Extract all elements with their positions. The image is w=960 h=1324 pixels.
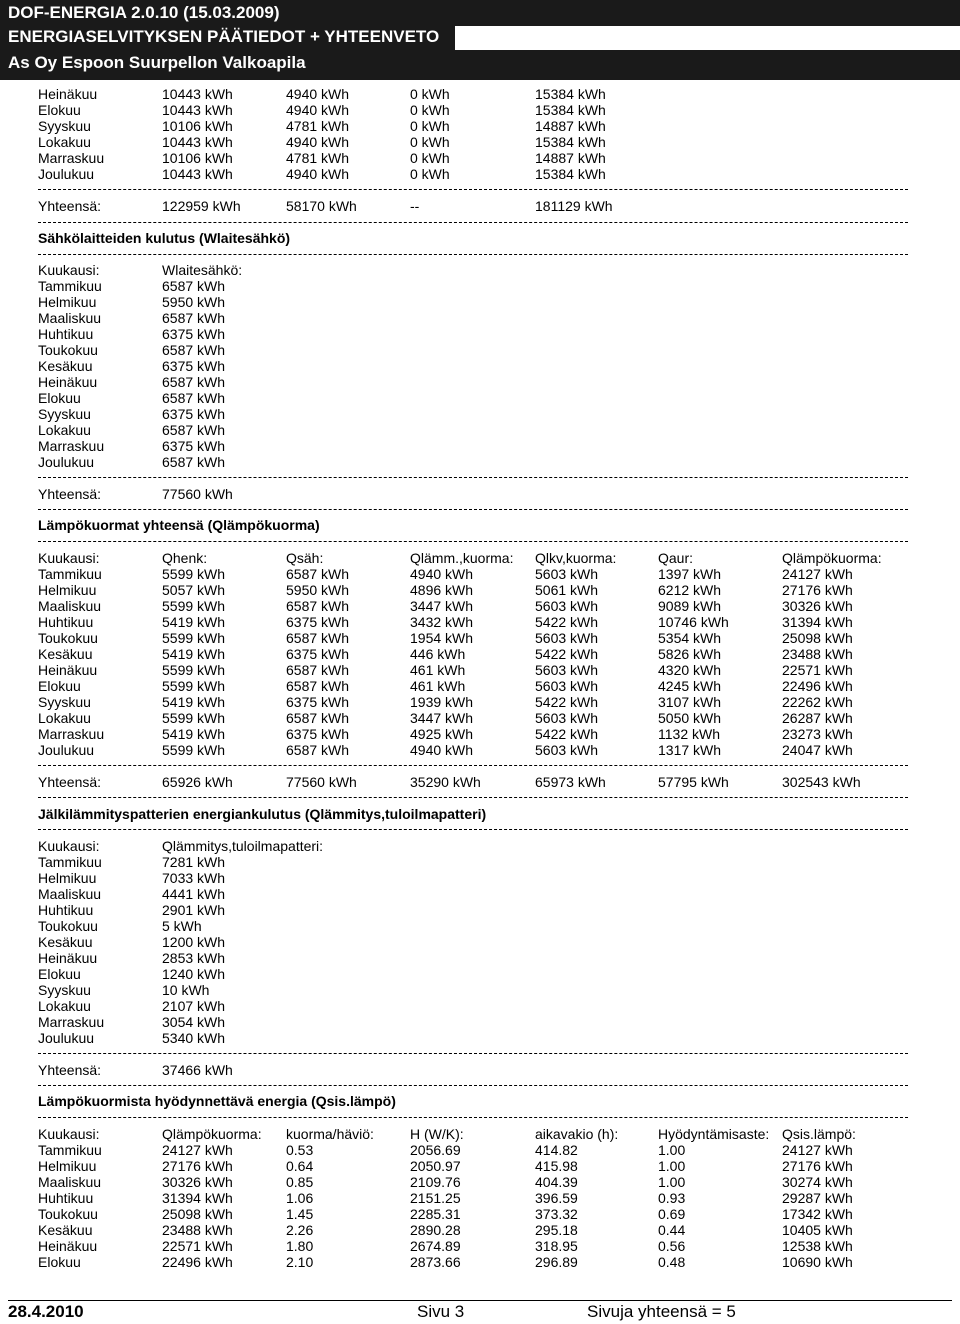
table-cell: 58170 kWh [286,198,357,214]
table-cell: 23488 kWh [782,646,853,662]
table-cell: Maaliskuu [38,310,102,326]
table-cell: 5950 kWh [286,582,350,598]
table-cell: 2056.69 [410,1142,461,1158]
section-title: Lämpökuormat yhteensä (Qlämpökuorma) [38,517,320,533]
table-cell: Syyskuu [38,694,91,710]
table-cell: 122959 kWh [162,198,241,214]
table-cell: aikavakio (h): [535,1126,619,1142]
table-cell: 6587 kWh [286,630,350,646]
table-cell: 10 kWh [162,982,210,998]
table-cell: 15384 kWh [535,102,606,118]
table-cell: Yhteensä: [38,198,102,214]
table-cell: 0 kWh [410,150,450,166]
table-cell: Qlämm.,kuorma: [410,550,514,566]
table-cell: 10690 kWh [782,1254,853,1270]
table-cell: 5603 kWh [535,678,599,694]
table-cell: Qlkv,kuorma: [535,550,617,566]
table-cell: 6587 kWh [286,598,350,614]
table-cell: Elokuu [38,678,81,694]
table-cell: Huhtikuu [38,614,94,630]
table-cell: Helmikuu [38,1158,97,1174]
table-cell: 2674.89 [410,1238,461,1254]
table-cell: 57795 kWh [658,774,729,790]
table-cell: 22262 kWh [782,694,853,710]
table-cell: 0.53 [286,1142,314,1158]
table-cell: 30274 kWh [782,1174,853,1190]
dashed-divider [38,829,908,830]
table-cell: 15384 kWh [535,166,606,182]
table-cell: Qlämpökuorma: [782,550,882,566]
table-cell: 1132 kWh [658,726,720,742]
table-cell: 23273 kWh [782,726,853,742]
table-cell: 6587 kWh [286,678,350,694]
table-cell: 1397 kWh [658,566,722,582]
table-cell: Elokuu [38,102,81,118]
table-cell: 10443 kWh [162,134,233,150]
table-cell: 296.89 [535,1254,578,1270]
table-cell: Toukokuu [38,630,98,646]
table-cell: Maaliskuu [38,1174,102,1190]
table-cell: 77560 kWh [286,774,357,790]
table-cell: 5599 kWh [162,630,226,646]
table-cell: 5603 kWh [535,710,599,726]
table-cell: 24127 kWh [782,1142,853,1158]
table-cell: 5599 kWh [162,678,226,694]
table-cell: Heinäkuu [38,662,98,678]
table-cell: 2873.66 [410,1254,461,1270]
table-cell: Qlämmitys,tuloilmapatteri: [162,838,324,854]
table-cell: 461 kWh [410,678,466,694]
table-cell: 5050 kWh [658,710,722,726]
app-title: DOF-ENERGIA 2.0.10 (15.03.2009) [8,3,280,22]
table-cell: 22496 kWh [162,1254,233,1270]
table-cell: 5 kWh [162,918,202,934]
table-cell: 4940 kWh [286,134,350,150]
table-cell: 0.85 [286,1174,314,1190]
table-cell: 6587 kWh [162,278,226,294]
footer-divider [8,1300,952,1301]
table-cell: Kuukausi: [38,550,100,566]
table-cell: 5603 kWh [535,566,599,582]
table-cell: 4940 kWh [286,86,350,102]
table-cell: 4781 kWh [286,150,350,166]
table-cell: 6375 kWh [286,694,350,710]
table-cell: 30326 kWh [162,1174,233,1190]
table-cell: 0 kWh [410,118,450,134]
table-cell: Marraskuu [38,438,105,454]
table-cell: Elokuu [38,390,81,406]
table-cell: 302543 kWh [782,774,861,790]
table-cell: 3447 kWh [410,598,474,614]
table-cell: 1954 kWh [410,630,474,646]
table-cell: 6375 kWh [286,646,350,662]
table-cell: 6587 kWh [286,742,350,758]
table-cell: 5950 kWh [162,294,226,310]
table-cell: 9089 kWh [658,598,722,614]
dashed-divider [38,509,908,510]
dashed-divider [38,541,908,542]
table-cell: 6587 kWh [162,342,226,358]
table-cell: 24047 kWh [782,742,853,758]
table-cell: 2285.31 [410,1206,461,1222]
table-cell: 1.00 [658,1142,686,1158]
table-cell: 0.93 [658,1190,686,1206]
table-cell: Marraskuu [38,726,105,742]
table-cell: 414.82 [535,1142,578,1158]
table-cell: Heinäkuu [38,86,98,102]
table-cell: 5057 kWh [162,582,226,598]
table-cell: kuorma/häviö: [286,1126,374,1142]
table-cell: Tammikuu [38,566,102,582]
table-cell: 4781 kWh [286,118,350,134]
table-cell: 25098 kWh [782,630,853,646]
table-cell: 396.59 [535,1190,578,1206]
table-cell: 27176 kWh [782,1158,853,1174]
table-cell: 1240 kWh [162,966,226,982]
table-cell: 5599 kWh [162,710,226,726]
section-title: Jälkilämmityspatterien energiankulutus (Qlämmitys,tuloilmapatteri) [38,806,487,822]
table-cell: 4940 kWh [410,742,474,758]
table-cell: Heinäkuu [38,1238,98,1254]
table-cell: 0.48 [658,1254,686,1270]
table-cell: 14887 kWh [535,150,606,166]
dashed-divider [38,1117,908,1118]
table-cell: 5422 kWh [535,694,599,710]
table-cell: 6375 kWh [162,326,226,342]
table-cell: Kesäkuu [38,358,93,374]
table-cell: 6587 kWh [162,422,226,438]
table-cell: Joulukuu [38,1030,95,1046]
table-cell: 6375 kWh [162,358,226,374]
table-cell: Tammikuu [38,854,102,870]
table-cell: Syyskuu [38,406,91,422]
table-cell: 10106 kWh [162,150,233,166]
section-title: Sähkölaitteiden kulutus (Wlaitesähkö) [38,230,291,246]
table-cell: 4441 kWh [162,886,226,902]
table-cell: Toukokuu [38,342,98,358]
table-cell: 446 kWh [410,646,466,662]
table-cell: 7033 kWh [162,870,226,886]
table-cell: 30326 kWh [782,598,853,614]
table-cell: 5603 kWh [535,742,599,758]
table-cell: 4896 kWh [410,582,474,598]
table-cell: 4940 kWh [410,566,474,582]
table-cell: Huhtikuu [38,1190,94,1206]
table-cell: 5599 kWh [162,662,226,678]
table-cell: 0.69 [658,1206,686,1222]
table-cell: Kuukausi: [38,838,100,854]
table-cell: 5422 kWh [535,726,599,742]
dashed-divider [38,797,908,798]
table-cell: 10443 kWh [162,166,233,182]
table-cell: Helmikuu [38,582,97,598]
table-cell: 0.56 [658,1238,686,1254]
footer-page-number: Sivu 3 [417,1302,465,1321]
table-cell: 2151.25 [410,1190,461,1206]
table-cell: 5422 kWh [535,614,599,630]
table-cell: 1.00 [658,1158,686,1174]
table-cell: Qaur: [658,550,694,566]
table-cell: Yhteensä: [38,774,102,790]
table-cell: 318.95 [535,1238,578,1254]
report-title: ENERGIASELVITYKSEN PÄÄTIEDOT + YHTEENVETO [8,27,440,46]
table-cell: Lokakuu [38,134,91,150]
table-cell: Kesäkuu [38,646,93,662]
table-cell: 6587 kWh [162,374,226,390]
table-cell: 5599 kWh [162,598,226,614]
table-cell: Yhteensä: [38,486,102,502]
dashed-divider [38,477,908,478]
table-cell: 35290 kWh [410,774,481,790]
table-cell: Kesäkuu [38,934,93,950]
table-cell: Syyskuu [38,982,91,998]
table-cell: 29287 kWh [782,1190,853,1206]
table-cell: 10106 kWh [162,118,233,134]
table-cell: Qsis.lämpö: [782,1126,856,1142]
table-cell: Toukokuu [38,918,98,934]
table-cell: 24127 kWh [162,1142,233,1158]
table-cell: Helmikuu [38,870,97,886]
table-cell: 4940 kWh [286,102,350,118]
table-cell: Heinäkuu [38,374,98,390]
table-cell: 0 kWh [410,86,450,102]
table-cell: 1.45 [286,1206,314,1222]
table-cell: Lokakuu [38,710,91,726]
dashed-divider [38,254,908,255]
table-cell: 17342 kWh [782,1206,853,1222]
table-cell: 2.26 [286,1222,314,1238]
table-cell: 3432 kWh [410,614,474,630]
dashed-divider [38,222,908,223]
table-cell: 65926 kWh [162,774,233,790]
table-cell: 5422 kWh [535,646,599,662]
table-cell: 5603 kWh [535,598,599,614]
table-cell: 1.00 [658,1174,686,1190]
report-title-bar [0,24,455,50]
table-cell: Elokuu [38,1254,81,1270]
table-cell: 77560 kWh [162,486,233,502]
table-cell: 1.06 [286,1190,314,1206]
table-cell: 3054 kWh [162,1014,226,1030]
app-title-bar [0,0,960,26]
table-cell: 5419 kWh [162,726,226,742]
table-cell: 3447 kWh [410,710,474,726]
table-cell: 4320 kWh [658,662,722,678]
table-cell: 26287 kWh [782,710,853,726]
table-cell: 15384 kWh [535,86,606,102]
table-cell: 5340 kWh [162,1030,226,1046]
section-title: Lämpökuormista hyödynnettävä energia (Qsis.lämpö) [38,1093,396,1109]
table-cell: Lokakuu [38,422,91,438]
table-cell: Joulukuu [38,166,95,182]
table-cell: 5061 kWh [535,582,599,598]
table-cell: 6587 kWh [286,566,350,582]
table-cell: 6375 kWh [162,406,226,422]
table-cell: 12538 kWh [782,1238,853,1254]
table-cell: 0.64 [286,1158,314,1174]
table-cell: Kuukausi: [38,1126,100,1142]
table-cell: Huhtikuu [38,326,94,342]
table-cell: Joulukuu [38,454,95,470]
table-cell: 5419 kWh [162,646,226,662]
table-cell: 24127 kWh [782,566,853,582]
table-cell: 4245 kWh [658,678,722,694]
table-cell: Tammikuu [38,278,102,294]
table-cell: 5603 kWh [535,662,599,678]
table-cell: 295.18 [535,1222,578,1238]
table-cell: Marraskuu [38,150,105,166]
table-cell: Qlämpökuorma: [162,1126,262,1142]
table-cell: Kuukausi: [38,262,100,278]
table-cell: 6375 kWh [286,726,350,742]
table-cell: 1317 kWh [658,742,722,758]
table-cell: 461 kWh [410,662,466,678]
table-cell: 15384 kWh [535,134,606,150]
table-cell: Huhtikuu [38,902,94,918]
table-cell: Lokakuu [38,998,91,1014]
table-cell: Joulukuu [38,742,95,758]
table-cell: H (W/K): [410,1126,464,1142]
table-cell: 2.10 [286,1254,314,1270]
table-cell: 2901 kWh [162,902,226,918]
table-cell: 1.80 [286,1238,314,1254]
table-cell: 5419 kWh [162,694,226,710]
table-cell: Kesäkuu [38,1222,93,1238]
table-cell: 5599 kWh [162,742,226,758]
table-cell: 2890.28 [410,1222,461,1238]
property-name-bar [0,50,960,80]
table-cell: 6212 kWh [658,582,722,598]
table-cell: 7281 kWh [162,854,226,870]
table-cell: 31394 kWh [162,1190,233,1206]
table-cell: Yhteensä: [38,1062,102,1078]
table-cell: 5599 kWh [162,566,226,582]
table-cell: 0 kWh [410,134,450,150]
table-cell: 6587 kWh [162,390,226,406]
table-cell: -- [410,198,420,214]
table-cell: Maaliskuu [38,886,102,902]
table-cell: 31394 kWh [782,614,853,630]
dashed-divider [38,1085,908,1086]
table-cell: 37466 kWh [162,1062,233,1078]
table-cell: 2109.76 [410,1174,461,1190]
table-cell: 5603 kWh [535,630,599,646]
dashed-divider [38,1053,908,1054]
table-cell: 0.44 [658,1222,686,1238]
table-cell: 6587 kWh [286,662,350,678]
table-cell: 10746 kWh [658,614,729,630]
table-cell: 6375 kWh [162,438,226,454]
table-cell: 4940 kWh [286,166,350,182]
table-cell: 415.98 [535,1158,578,1174]
table-cell: 25098 kWh [162,1206,233,1222]
table-cell: 65973 kWh [535,774,606,790]
table-cell: Marraskuu [38,1014,105,1030]
table-cell: 22571 kWh [782,662,853,678]
table-cell: 0 kWh [410,102,450,118]
table-cell: 14887 kWh [535,118,606,134]
table-cell: 6375 kWh [286,614,350,630]
table-cell: Helmikuu [38,294,97,310]
table-cell: 27176 kWh [782,582,853,598]
table-cell: 27176 kWh [162,1158,233,1174]
table-cell: Maaliskuu [38,598,102,614]
table-cell: Wlaitesähkö: [162,262,243,278]
table-cell: 23488 kWh [162,1222,233,1238]
table-cell: 10405 kWh [782,1222,853,1238]
table-cell: 6587 kWh [286,710,350,726]
table-cell: Toukokuu [38,1206,98,1222]
table-cell: 4925 kWh [410,726,474,742]
table-cell: 1939 kWh [410,694,474,710]
table-cell: 2050.97 [410,1158,461,1174]
table-cell: 181129 kWh [535,198,613,214]
table-cell: 22571 kWh [162,1238,233,1254]
table-cell: 5826 kWh [658,646,722,662]
dashed-divider [38,765,908,766]
page-footer [0,1300,960,1324]
table-cell: 0 kWh [410,166,450,182]
table-cell: 6587 kWh [162,454,226,470]
table-cell: Syyskuu [38,118,91,134]
table-cell: 373.32 [535,1206,578,1222]
table-cell: Hyödyntämisaste: [658,1126,770,1142]
table-cell: 10443 kWh [162,102,233,118]
table-cell: 5354 kWh [658,630,722,646]
table-cell: 6587 kWh [162,310,226,326]
dashed-divider [38,189,908,190]
table-cell: 1200 kWh [162,934,226,950]
table-cell: Qsäh: [286,550,324,566]
table-cell: Qhenk: [162,550,208,566]
property-name: As Oy Espoon Suurpellon Valkoapila [8,53,306,72]
table-cell: Heinäkuu [38,950,98,966]
table-cell: Tammikuu [38,1142,102,1158]
table-cell: 22496 kWh [782,678,853,694]
footer-date: 28.4.2010 [8,1302,84,1321]
table-cell: 10443 kWh [162,86,233,102]
table-cell: 3107 kWh [658,694,722,710]
table-cell: Elokuu [38,966,81,982]
footer-total-pages: Sivuja yhteensä = 5 [587,1302,736,1321]
table-cell: 2853 kWh [162,950,226,966]
table-cell: 404.39 [535,1174,578,1190]
table-cell: 5419 kWh [162,614,226,630]
table-cell: 2107 kWh [162,998,226,1014]
